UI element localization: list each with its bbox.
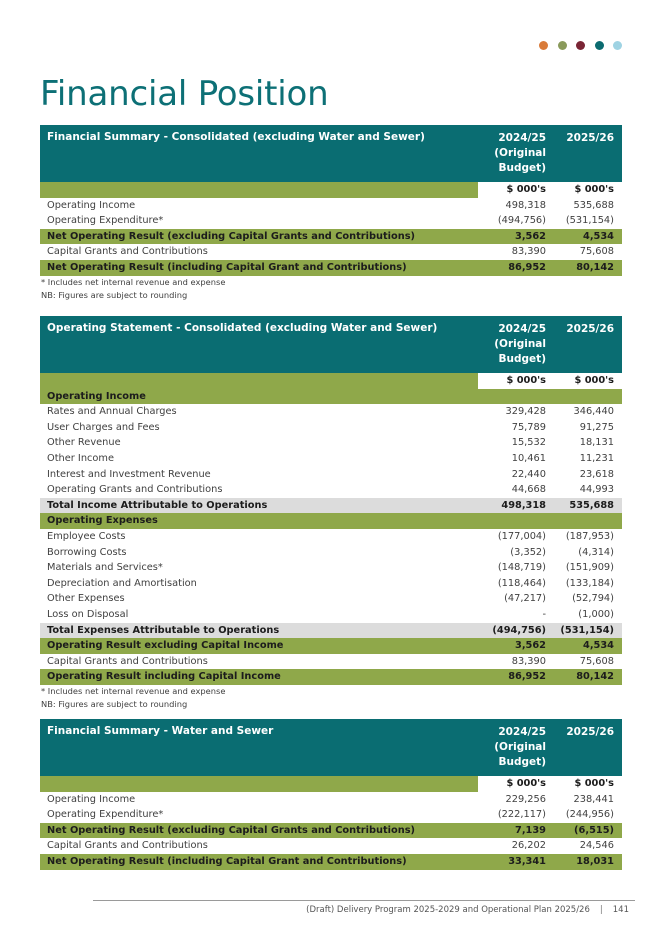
value-2025-26: 346,440 bbox=[573, 406, 614, 418]
row-label: Net Operating Result (including Capital Grant and Contributions) bbox=[47, 855, 407, 867]
row-label: Capital Grants and Contributions bbox=[47, 246, 208, 258]
column-header-line: 2024/25 bbox=[498, 323, 546, 335]
column-header-line: (Original bbox=[494, 147, 546, 159]
row-label: Depreciation and Amortisation bbox=[47, 577, 197, 589]
value-2024-25: (222,117) bbox=[497, 809, 546, 821]
value-2025-26: (1,000) bbox=[578, 608, 614, 620]
value-2024-25: 75,789 bbox=[511, 421, 546, 433]
row-label: Borrowing Costs bbox=[47, 546, 127, 558]
column-header-line: 2024/25 bbox=[498, 132, 546, 144]
value-2024-25: 44,668 bbox=[511, 484, 546, 496]
value-2025-26: (52,794) bbox=[572, 593, 614, 605]
value-2024-25: (494,756) bbox=[497, 215, 546, 227]
page-footer bbox=[306, 905, 629, 915]
unit-label: $ 000's bbox=[478, 373, 554, 389]
value-2025-26: (531,154) bbox=[565, 215, 614, 227]
unit-label: $ 000's bbox=[478, 182, 554, 198]
value-2025-26: 75,608 bbox=[579, 246, 614, 258]
table-header bbox=[40, 316, 622, 373]
value-2025-26: (4,314) bbox=[578, 546, 614, 558]
row-label: Total Income Attributable to Operations bbox=[47, 499, 268, 511]
table-note: * Includes net internal revenue and expense bbox=[41, 276, 226, 287]
row-label: Net Operating Result (excluding Capital Grants and Contributions) bbox=[47, 230, 416, 242]
table-row bbox=[40, 807, 622, 823]
table-row bbox=[40, 654, 622, 670]
row-label: Other Income bbox=[47, 452, 114, 464]
table-row bbox=[40, 513, 622, 529]
value-2024-25: 22,440 bbox=[511, 468, 546, 480]
value-2024-25: (47,217) bbox=[504, 593, 546, 605]
value-2024-25: 33,341 bbox=[508, 855, 546, 867]
value-2024-25: 15,532 bbox=[511, 437, 546, 449]
value-2025-26 bbox=[554, 513, 622, 529]
value-2024-25: (494,756) bbox=[492, 624, 546, 636]
financial-summary-consolidated-table bbox=[40, 125, 622, 302]
table-title: Financial Summary - Consolidated (excluding Water and Sewer) bbox=[47, 131, 425, 143]
row-label: Other Expenses bbox=[47, 593, 125, 605]
column-header-line: Budget) bbox=[498, 756, 546, 768]
table-row bbox=[40, 591, 622, 607]
decorative-dot bbox=[576, 41, 585, 50]
value-2024-25: 86,952 bbox=[508, 671, 546, 683]
table-row bbox=[40, 213, 622, 229]
table-row bbox=[40, 607, 622, 623]
column-header-2025-26: 2025/26 bbox=[566, 132, 614, 144]
table-header bbox=[40, 125, 622, 182]
value-2024-25: (177,004) bbox=[497, 530, 546, 542]
units-row bbox=[40, 776, 622, 792]
value-2024-25 bbox=[478, 389, 554, 405]
value-2025-26: (531,154) bbox=[560, 624, 614, 636]
value-2025-26: 4,534 bbox=[583, 230, 614, 242]
column-header-2024-25 bbox=[478, 719, 554, 776]
value-2024-25: 26,202 bbox=[511, 840, 546, 852]
table-row bbox=[40, 482, 622, 498]
value-2025-26: 18,031 bbox=[576, 855, 614, 867]
value-2025-26: 91,275 bbox=[579, 421, 614, 433]
row-label: Capital Grants and Contributions bbox=[47, 840, 208, 852]
value-2025-26: (244,956) bbox=[565, 809, 614, 821]
row-label: Operating Expenses bbox=[47, 515, 158, 527]
table-row bbox=[40, 467, 622, 483]
value-2025-26: 80,142 bbox=[576, 671, 614, 683]
value-2025-26: 18,131 bbox=[579, 437, 614, 449]
row-label: Operating Result including Capital Income bbox=[47, 671, 281, 683]
table-row bbox=[40, 638, 622, 654]
value-2024-25: 86,952 bbox=[508, 261, 546, 273]
table-row bbox=[40, 576, 622, 592]
row-label: Operating Income bbox=[47, 199, 136, 211]
decorative-dot bbox=[613, 41, 622, 50]
value-2024-25: 329,428 bbox=[505, 406, 546, 418]
table-row bbox=[40, 451, 622, 467]
value-2025-26: 535,688 bbox=[573, 199, 614, 211]
table-header bbox=[40, 719, 622, 776]
value-2024-25: 7,139 bbox=[515, 824, 546, 836]
table-row bbox=[40, 560, 622, 576]
row-label: Operating Expenditure* bbox=[47, 809, 164, 821]
table-row bbox=[40, 389, 622, 405]
units-row bbox=[40, 373, 622, 389]
row-label: Operating Income bbox=[47, 390, 146, 402]
table-row bbox=[40, 669, 622, 685]
column-header-line: Budget) bbox=[498, 162, 546, 174]
decorative-dot bbox=[595, 41, 604, 50]
row-label: Rates and Annual Charges bbox=[47, 406, 177, 418]
value-2025-26: 80,142 bbox=[576, 261, 614, 273]
table-row bbox=[40, 260, 622, 276]
table-row bbox=[40, 792, 622, 808]
value-2024-25 bbox=[478, 513, 554, 529]
decorative-dots bbox=[539, 41, 622, 50]
value-2024-25: 83,390 bbox=[511, 246, 546, 258]
value-2025-26: 75,608 bbox=[579, 655, 614, 667]
value-2025-26: (151,909) bbox=[565, 562, 614, 574]
value-2025-26: (187,953) bbox=[565, 530, 614, 542]
page-title: Financial Position bbox=[40, 74, 329, 114]
value-2025-26 bbox=[554, 389, 622, 405]
units-spacer bbox=[40, 776, 478, 792]
column-header-2024-25 bbox=[478, 125, 554, 182]
value-2025-26: (133,184) bbox=[565, 577, 614, 589]
footer-text: (Draft) Delivery Program 2025-2029 and Operational Plan 2025/26 bbox=[306, 905, 590, 915]
table-row bbox=[40, 529, 622, 545]
row-label: Net Operating Result (including Capital Grant and Contributions) bbox=[47, 261, 407, 273]
table-row bbox=[40, 498, 622, 514]
value-2025-26: (6,515) bbox=[574, 824, 614, 836]
table-note: * Includes net internal revenue and expense bbox=[41, 685, 226, 696]
page-number: 141 bbox=[612, 905, 629, 915]
value-2024-25: 3,562 bbox=[515, 640, 546, 652]
value-2024-25: 3,562 bbox=[515, 230, 546, 242]
value-2025-26: 24,546 bbox=[579, 840, 614, 852]
decorative-dot bbox=[558, 41, 567, 50]
column-header-line: Budget) bbox=[498, 353, 546, 365]
value-2025-26: 44,993 bbox=[579, 484, 614, 496]
unit-label: $ 000's bbox=[554, 776, 622, 792]
table-row bbox=[40, 623, 622, 639]
row-label: User Charges and Fees bbox=[47, 421, 160, 433]
value-2024-25: (148,719) bbox=[497, 562, 546, 574]
footer-divider bbox=[93, 900, 635, 901]
value-2024-25: (3,352) bbox=[510, 546, 546, 558]
value-2024-25: - bbox=[542, 608, 546, 620]
table-row bbox=[40, 838, 622, 854]
table-title: Financial Summary - Water and Sewer bbox=[47, 725, 274, 737]
row-label: Operating Expenditure* bbox=[47, 215, 164, 227]
column-header-line: (Original bbox=[494, 741, 546, 753]
column-header-line: 2024/25 bbox=[498, 726, 546, 738]
table-note: NB: Figures are subject to rounding bbox=[41, 289, 188, 300]
value-2024-25: 10,461 bbox=[511, 452, 546, 464]
units-row bbox=[40, 182, 622, 198]
row-label: Materials and Services* bbox=[47, 562, 163, 574]
value-2025-26: 23,618 bbox=[579, 468, 614, 480]
table-row bbox=[40, 229, 622, 245]
value-2024-25: 498,318 bbox=[505, 199, 546, 211]
row-label: Capital Grants and Contributions bbox=[47, 655, 208, 667]
value-2025-26: 535,688 bbox=[569, 499, 614, 511]
unit-label: $ 000's bbox=[554, 373, 622, 389]
row-label: Net Operating Result (excluding Capital Grants and Contributions) bbox=[47, 824, 416, 836]
row-label: Operating Grants and Contributions bbox=[47, 484, 223, 496]
value-2024-25: (118,464) bbox=[497, 577, 546, 589]
table-row bbox=[40, 823, 622, 839]
footer-separator: | bbox=[599, 905, 603, 915]
table-title: Operating Statement - Consolidated (excluding Water and Sewer) bbox=[47, 322, 438, 334]
row-label: Employee Costs bbox=[47, 530, 126, 542]
value-2024-25: 229,256 bbox=[505, 793, 546, 805]
row-label: Operating Result excluding Capital Income bbox=[47, 640, 284, 652]
units-spacer bbox=[40, 373, 478, 389]
value-2025-26: 238,441 bbox=[573, 793, 614, 805]
financial-summary-water-sewer-table bbox=[40, 719, 622, 870]
table-note: NB: Figures are subject to rounding bbox=[41, 698, 188, 709]
table-row bbox=[40, 404, 622, 420]
decorative-dot bbox=[539, 41, 548, 50]
table-row bbox=[40, 244, 622, 260]
value-2025-26: 11,231 bbox=[579, 452, 614, 464]
table-row bbox=[40, 854, 622, 870]
row-label: Other Revenue bbox=[47, 437, 121, 449]
table-row bbox=[40, 198, 622, 214]
column-header-2024-25 bbox=[478, 316, 554, 373]
units-spacer bbox=[40, 182, 478, 198]
unit-label: $ 000's bbox=[554, 182, 622, 198]
column-header-2025-26: 2025/26 bbox=[566, 726, 614, 738]
operating-statement-table bbox=[40, 316, 622, 711]
table-row bbox=[40, 545, 622, 561]
unit-label: $ 000's bbox=[478, 776, 554, 792]
value-2024-25: 83,390 bbox=[511, 655, 546, 667]
column-header-line: (Original bbox=[494, 338, 546, 350]
table-row bbox=[40, 435, 622, 451]
row-label: Interest and Investment Revenue bbox=[47, 468, 211, 480]
row-label: Total Expenses Attributable to Operations bbox=[47, 624, 280, 636]
row-label: Loss on Disposal bbox=[47, 608, 129, 620]
value-2025-26: 4,534 bbox=[583, 640, 614, 652]
table-row bbox=[40, 420, 622, 436]
value-2024-25: 498,318 bbox=[501, 499, 546, 511]
row-label: Operating Income bbox=[47, 793, 136, 805]
column-header-2025-26: 2025/26 bbox=[566, 323, 614, 335]
